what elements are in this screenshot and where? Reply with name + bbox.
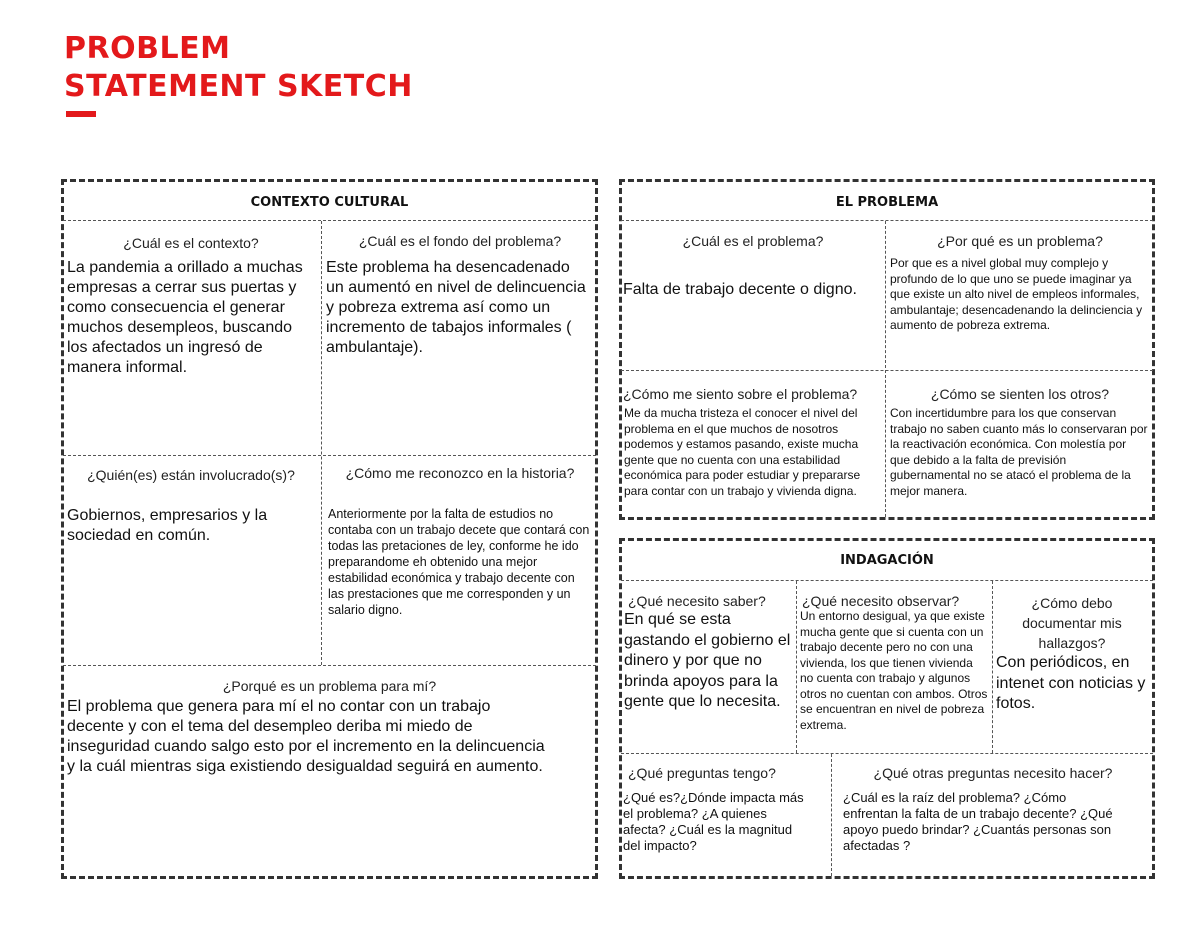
question-document: ¿Cómo debo documentar mis hallazgos? — [1022, 595, 1122, 651]
title-line-1: PROBLEM — [64, 31, 231, 66]
answer-other-questions: ¿Cuál es la raíz del problema? ¿Cómo enfrentan la falta de un trabajo decente? ¿Qué apoyo puedo brindar? ¿Cuantás personas son afectadas ? — [843, 790, 1113, 853]
answer-feel: Me da mucha tristeza el conocer el nivel del problema en el que muchos de nosotros podemos y estamos pasando, existe mucha gente que no cuenta con una estabilidad económica para poder estudiar y prepararse para contar con un trabajo y vivienda digna. — [624, 406, 861, 498]
question-context: ¿Cuál es el contexto? — [123, 235, 259, 251]
answer-document: Con periódicos, en intenet con noticias y fotos. — [996, 654, 1146, 712]
contexto-heading: CONTEXTO CULTURAL — [250, 195, 409, 210]
answer-others: Con incertidumbre para los que conservan trabajo no saben cuanto más lo conservaran por la reactivación económica. Con molestía por que debido a la falta de previsión gubernamental no se atacó el problema de la mejor manera. — [890, 406, 1148, 498]
divider — [992, 581, 993, 753]
question-feel: ¿Cómo me siento sobre el problema? — [623, 386, 858, 402]
answer-why-problem: Por que es a nivel global muy complejo y profundo de lo que uno se puede imaginar ya que existe un alto nivel de empleos informales, ambulantaje; desencadenando la delinciencia y aumento de pobreza extrema. — [890, 256, 1143, 332]
answer-personal: El problema que genera para mí el no contar con un trabajo decente y con el tema del desempleo deriba mi miedo de inseguridad cuando salgo esto por el incremento en la delincuencia y la cuál mientras siga existiendo desigualdad seguirá en aumento. — [67, 698, 545, 775]
question-others: ¿Cómo se sienten los otros? — [930, 386, 1110, 402]
divider — [885, 221, 886, 517]
divider — [321, 221, 322, 665]
question-need-know: ¿Qué necesito saber? — [628, 593, 766, 609]
divider — [831, 754, 832, 876]
question-need-observe: ¿Qué necesito observar? — [802, 593, 960, 609]
answer-involved: Gobiernos, empresarios y la sociedad en común. — [67, 507, 268, 544]
answer-recognize: Anteriormente por la falta de estudios no contaba con un trabajo decete que contará con todas las pretaciones de ley, conforme he ido preparandome eh obtenido una mejor estabilidad económica y trabajo decente con las prestaciones que me corresponden y un salario digno. — [328, 507, 590, 617]
question-recognize: ¿Cómo me reconozco en la historia? — [345, 465, 575, 481]
divider — [621, 370, 1153, 371]
answer-background: Este problema ha desencadenado un aumentó en nivel de delincuencia y pobreza extrema así como un incremento de tabajos informales ( ambulantaje). — [326, 259, 586, 356]
answer-context: La pandemia a orillado a muchas empresas a cerrar sus puertas y como consecuencia el generar muchos desempleos, buscando los afectados un ingresó de manera informal. — [67, 259, 303, 376]
question-problem: ¿Cuál es el problema? — [682, 233, 824, 249]
question-background: ¿Cuál es el fondo del problema? — [358, 233, 562, 249]
question-my-questions: ¿Qué preguntas tengo? — [628, 765, 776, 781]
question-involved: ¿Quién(es) están involucrado(s)? — [87, 467, 295, 483]
answer-problem: Falta de trabajo decente o digno. — [623, 281, 857, 298]
title-line-2: STATEMENT SKETCH — [64, 69, 413, 104]
title-accent-bar — [66, 111, 96, 117]
answer-need-observe: Un entorno desigual, ya que existe mucha gente que si cuenta con un trabajo decente pero no con una vivienda, los que tienen vivienda no cuenta con trabajo y algunos otros no cuentan con ambos. Otros se encuentran en nivel de pobreza extrema. — [800, 609, 988, 732]
divider — [621, 220, 1153, 221]
divider — [621, 753, 1153, 754]
question-personal: ¿Porqué es un problema para mí? — [222, 678, 437, 694]
divider — [621, 580, 1153, 581]
divider — [796, 581, 797, 753]
answer-need-know: En qué se esta gastando el gobierno el dinero y por que no brinda apoyos para la gente que lo necesita. — [624, 611, 791, 710]
question-why-problem: ¿Por qué es un problema? — [937, 233, 1103, 249]
divider — [63, 455, 596, 456]
divider — [63, 220, 596, 221]
question-other-questions: ¿Qué otras preguntas necesito hacer? — [873, 765, 1113, 781]
problema-heading: EL PROBLEMA — [835, 195, 939, 210]
answer-my-questions: ¿Qué es?¿Dónde impacta más el problema? ¿A quienes afecta? ¿Cuál es la magnitud del impacto? — [623, 790, 804, 853]
divider — [63, 665, 596, 666]
page-title — [64, 30, 413, 106]
indagacion-heading: INDAGACIÓN — [840, 553, 934, 568]
